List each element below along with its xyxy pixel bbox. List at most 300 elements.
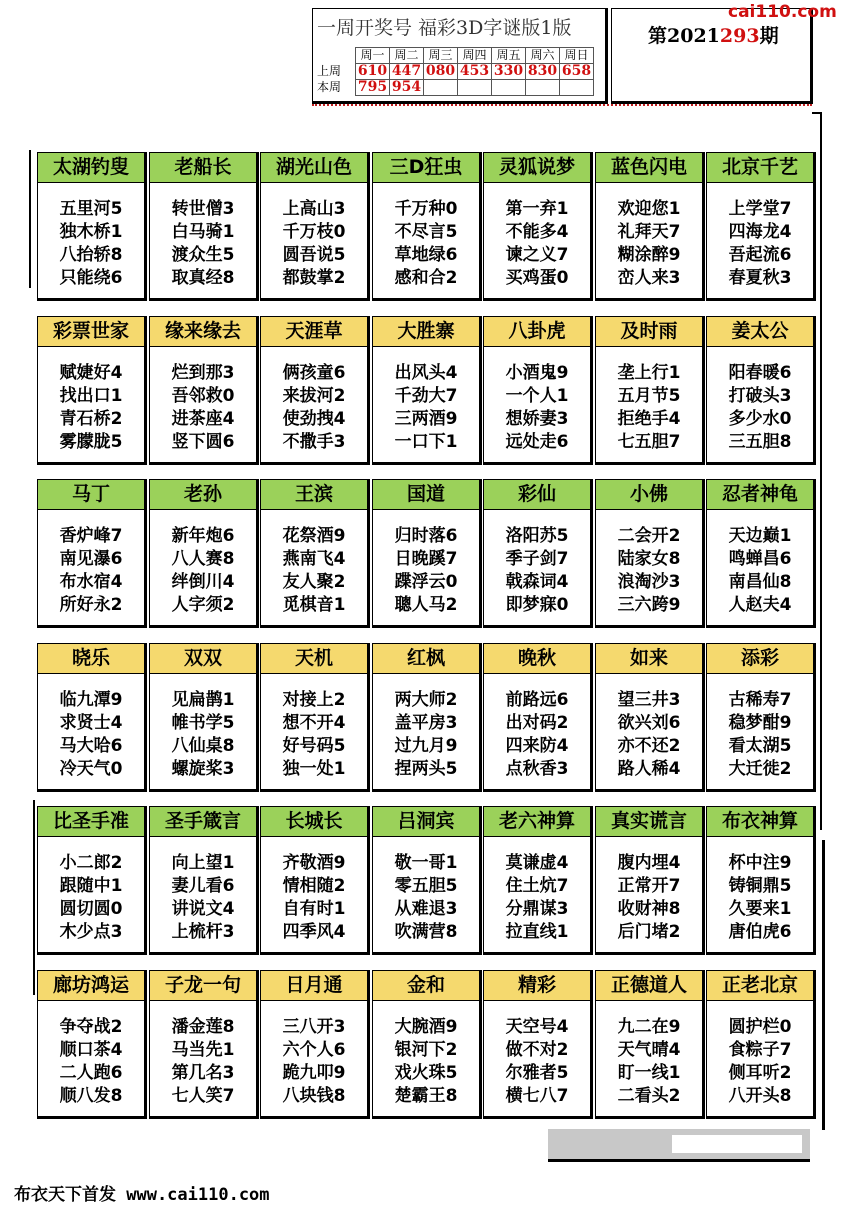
card-title: 北京千艺 (707, 153, 813, 183)
riddle-line: 季子剑7 (505, 549, 569, 569)
card-lines (38, 183, 144, 290)
riddle-line: 七人笑7 (171, 1086, 235, 1106)
riddle-line: 盯一线1 (617, 1063, 681, 1083)
card-lines (150, 183, 256, 290)
left-rule (33, 800, 35, 995)
riddle-line: 三五胆8 (728, 432, 792, 452)
riddle-line: 第几名3 (171, 1063, 235, 1083)
riddle-line: 不尽言5 (394, 222, 458, 242)
riddle-line: 垄上行1 (617, 363, 681, 383)
riddle-line: 日晚蹊7 (394, 549, 458, 569)
riddle-line: 好号码5 (282, 736, 346, 756)
riddle-line: 跪九叩9 (282, 1063, 346, 1083)
riddle-line: 俩孩童6 (282, 363, 346, 383)
riddle-line: 食粽子7 (728, 1040, 792, 1060)
riddle-line: 吾邻救0 (171, 386, 235, 406)
riddle-line: 想不开4 (282, 713, 346, 733)
riddle-line: 争夺战2 (59, 1017, 123, 1037)
puzzle-card (372, 479, 482, 628)
riddle-line: 蹀浮云0 (394, 572, 458, 592)
riddle-line: 归时落6 (394, 526, 458, 546)
riddle-line: 人赵夫4 (728, 595, 792, 615)
card-lines (261, 347, 367, 454)
footer-text[interactable]: 布衣天下首发 www.cai110.com (14, 1185, 270, 1205)
card-title: 晓乐 (38, 644, 144, 674)
riddle-line: 过九月9 (394, 736, 458, 756)
riddle-line: 三六跨9 (617, 595, 681, 615)
puzzle-card (595, 316, 705, 465)
day-fri: 周五 (492, 48, 526, 64)
card-lines (596, 674, 702, 781)
card-title: 王滨 (261, 480, 367, 510)
riddle-line: 转世僧3 (171, 199, 235, 219)
riddle-line: 楚霸王8 (394, 1086, 458, 1106)
riddle-line: 想娇妻3 (505, 409, 569, 429)
card-title: 湖光山色 (261, 153, 367, 183)
riddle-line: 七五胆7 (617, 432, 681, 452)
riddle-line: 欢迎您1 (617, 199, 681, 219)
riddle-line: 古稀寿7 (728, 690, 792, 710)
riddle-line: 取真经8 (171, 268, 235, 288)
card-title: 蓝色闪电 (596, 153, 702, 183)
riddle-line: 大腕酒9 (394, 1017, 458, 1037)
puzzle-card (149, 316, 259, 465)
riddle-line: 三两酒9 (394, 409, 458, 429)
card-lines (707, 1001, 813, 1108)
riddle-line: 八仙桌8 (171, 736, 235, 756)
riddle-line: 求贤士4 (59, 713, 123, 733)
card-lines (261, 183, 367, 290)
card-lines (38, 837, 144, 944)
card-lines (150, 1001, 256, 1108)
card-title: 子龙一句 (150, 971, 256, 1001)
riddle-line: 春夏秋3 (728, 268, 792, 288)
card-lines (261, 1001, 367, 1108)
last-week-result: 830 (526, 64, 560, 80)
this-week-result (492, 80, 526, 96)
riddle-line: 后门堵2 (617, 922, 681, 942)
this-week-result (560, 80, 594, 96)
riddle-line: 一个人1 (505, 386, 569, 406)
riddle-line: 情相随2 (282, 876, 346, 896)
riddle-line: 青石桥2 (59, 409, 123, 429)
riddle-line: 赋婕好4 (59, 363, 123, 383)
riddle-line: 稳梦酣9 (728, 713, 792, 733)
riddle-line: 尔雅者5 (505, 1063, 569, 1083)
riddle-line: 四来防4 (505, 736, 569, 756)
riddle-line: 点秋香3 (505, 759, 569, 779)
last-week-result: 080 (424, 64, 458, 80)
riddle-line: 竖下圆6 (171, 432, 235, 452)
riddle-line: 千万种0 (394, 199, 458, 219)
day-wed: 周三 (424, 48, 458, 64)
riddle-line: 亦不还2 (617, 736, 681, 756)
riddle-line: 使劲拽4 (282, 409, 346, 429)
riddle-line: 燕南飞4 (282, 549, 346, 569)
riddle-line: 阳春暖6 (728, 363, 792, 383)
card-title: 太湖钓叟 (38, 153, 144, 183)
riddle-line: 南见瀑6 (59, 549, 123, 569)
riddle-line: 戟森词4 (505, 572, 569, 592)
riddle-line: 鸣蝉昌6 (728, 549, 792, 569)
card-lines (373, 510, 479, 617)
puzzle-card (372, 316, 482, 465)
card-lines (707, 510, 813, 617)
last-week-result: 330 (492, 64, 526, 80)
card-title: 布衣神算 (707, 807, 813, 837)
riddle-line: 铸铜鼎5 (728, 876, 792, 896)
card-title: 姜太公 (707, 317, 813, 347)
riddle-line: 四季风4 (282, 922, 346, 942)
riddle-line: 出风头4 (394, 363, 458, 383)
riddle-line: 所好永2 (59, 595, 123, 615)
riddle-line: 草地绿6 (394, 245, 458, 265)
riddle-line: 螺旋桨3 (171, 759, 235, 779)
riddle-line: 做不对2 (505, 1040, 569, 1060)
card-title: 马丁 (38, 480, 144, 510)
last-week-result: 658 (560, 64, 594, 80)
card-lines (484, 837, 590, 944)
puzzle-card (37, 806, 147, 955)
puzzle-card (37, 479, 147, 628)
puzzle-card (260, 316, 370, 465)
day-sat: 周六 (526, 48, 560, 64)
riddle-line: 盖平房3 (394, 713, 458, 733)
card-lines (150, 837, 256, 944)
card-lines (707, 183, 813, 290)
riddle-line: 浪淘沙3 (617, 572, 681, 592)
puzzle-card (483, 316, 593, 465)
puzzle-card (595, 643, 705, 792)
riddle-line: 吹满营8 (394, 922, 458, 942)
card-lines (707, 674, 813, 781)
card-lines (150, 347, 256, 454)
card-lines (261, 674, 367, 781)
card-lines (484, 1001, 590, 1108)
card-lines (373, 347, 479, 454)
puzzle-card (706, 970, 816, 1119)
riddle-line: 八抬轿8 (59, 245, 123, 265)
riddle-line: 顺口茶4 (59, 1040, 123, 1060)
card-lines (596, 510, 702, 617)
riddle-line: 天空号4 (505, 1017, 569, 1037)
riddle-line: 谏之义7 (505, 245, 569, 265)
card-title: 国道 (373, 480, 479, 510)
card-title: 吕洞宾 (373, 807, 479, 837)
card-lines (596, 183, 702, 290)
puzzle-card (706, 643, 816, 792)
riddle-line: 潘金莲8 (171, 1017, 235, 1037)
puzzle-card (260, 479, 370, 628)
riddle-line: 多少水0 (728, 409, 792, 429)
riddle-line: 唐伯虎6 (728, 922, 792, 942)
puzzle-card (706, 806, 816, 955)
riddle-line: 独一处1 (282, 759, 346, 779)
riddle-line: 友人聚2 (282, 572, 346, 592)
riddle-line: 冷天气0 (59, 759, 123, 779)
card-title: 老孙 (150, 480, 256, 510)
riddle-line: 只能绕6 (59, 268, 123, 288)
card-lines (38, 347, 144, 454)
card-title: 长城长 (261, 807, 367, 837)
riddle-line: 两大师2 (394, 690, 458, 710)
puzzle-card (149, 970, 259, 1119)
this-week-result (458, 80, 492, 96)
riddle-line: 香炉峰7 (59, 526, 123, 546)
riddle-line: 齐敬酒9 (282, 853, 346, 873)
riddle-line: 自有时1 (282, 899, 346, 919)
riddle-line: 戏火珠5 (394, 1063, 458, 1083)
card-title: 日月通 (261, 971, 367, 1001)
puzzle-card (483, 479, 593, 628)
this-week-result: 954 (390, 80, 424, 96)
riddle-line: 打破头3 (728, 386, 792, 406)
issue-number: 第2021293期 (648, 25, 779, 47)
card-title: 圣手箴言 (150, 807, 256, 837)
puzzle-card (372, 152, 482, 301)
riddle-line: 雾朦胧5 (59, 432, 123, 452)
card-title: 老六神算 (484, 807, 590, 837)
puzzle-card (37, 970, 147, 1119)
riddle-line: 帷书学5 (171, 713, 235, 733)
riddle-line: 小酒鬼9 (505, 363, 569, 383)
card-title: 及时雨 (596, 317, 702, 347)
riddle-line: 天气晴4 (617, 1040, 681, 1060)
riddle-line: 渡众生5 (171, 245, 235, 265)
right-rule (822, 840, 825, 1130)
card-lines (707, 837, 813, 944)
card-title: 比圣手准 (38, 807, 144, 837)
puzzle-card (260, 643, 370, 792)
day-thu: 周四 (458, 48, 492, 64)
card-title: 老船长 (150, 153, 256, 183)
footer-banner (548, 1129, 810, 1162)
card-lines (373, 183, 479, 290)
riddle-line: 峦人来3 (617, 268, 681, 288)
riddle-line: 九二在9 (617, 1017, 681, 1037)
riddle-line: 人字须2 (171, 595, 235, 615)
riddle-line: 上高山3 (282, 199, 346, 219)
left-rule (29, 150, 31, 288)
riddle-line: 圆切圆0 (59, 899, 123, 919)
card-lines (38, 674, 144, 781)
card-title: 金和 (373, 971, 479, 1001)
card-title: 灵狐说梦 (484, 153, 590, 183)
riddle-line: 大迁徙2 (728, 759, 792, 779)
riddle-line: 礼拜天7 (617, 222, 681, 242)
riddle-line: 久要来1 (728, 899, 792, 919)
puzzle-card (483, 970, 593, 1119)
riddle-line: 糊涂醉9 (617, 245, 681, 265)
puzzle-card (149, 643, 259, 792)
riddle-line: 感和合2 (394, 268, 458, 288)
riddle-line: 来拔河2 (282, 386, 346, 406)
card-lines (261, 510, 367, 617)
card-title: 大胜寨 (373, 317, 479, 347)
riddle-line: 二会开2 (617, 526, 681, 546)
riddle-line: 不能多4 (505, 222, 569, 242)
header-divider (312, 104, 812, 114)
card-title: 忍者神龟 (707, 480, 813, 510)
puzzle-card (149, 479, 259, 628)
puzzle-card (483, 152, 593, 301)
riddle-line: 觅棋音1 (282, 595, 346, 615)
riddle-line: 向上望1 (171, 853, 235, 873)
riddle-line: 拒绝手4 (617, 409, 681, 429)
riddle-line: 正常开7 (617, 876, 681, 896)
riddle-line: 临九潭9 (59, 690, 123, 710)
riddle-line: 八开头8 (728, 1086, 792, 1106)
day-sun: 周日 (560, 48, 594, 64)
header-title: 一周开奖号 福彩3D字谜版1版 (317, 17, 572, 39)
riddle-line: 讲说文4 (171, 899, 235, 919)
card-lines (38, 510, 144, 617)
this-week-row (315, 80, 594, 96)
riddle-line: 上梳杆3 (171, 922, 235, 942)
day-tue: 周二 (390, 48, 424, 64)
card-title: 晚秋 (484, 644, 590, 674)
right-rule (820, 130, 822, 830)
riddle-line: 进茶座4 (171, 409, 235, 429)
riddle-line: 聰人马2 (394, 595, 458, 615)
footer-banner-inner (672, 1135, 802, 1153)
riddle-line: 二人跑6 (59, 1063, 123, 1083)
riddle-line: 妻儿看6 (171, 876, 235, 896)
riddle-line: 买鸡蛋0 (505, 268, 569, 288)
puzzle-card (260, 970, 370, 1119)
puzzle-card (706, 316, 816, 465)
card-title: 彩仙 (484, 480, 590, 510)
riddle-line: 圆护栏0 (728, 1017, 792, 1037)
riddle-line: 望三井3 (617, 690, 681, 710)
riddle-line: 五里河5 (59, 199, 123, 219)
puzzle-card (149, 152, 259, 301)
riddle-line: 不撒手3 (282, 432, 346, 452)
card-title: 精彩 (484, 971, 590, 1001)
riddle-line: 花祭酒9 (282, 526, 346, 546)
card-lines (38, 1001, 144, 1108)
site-logo[interactable]: cai110.com (728, 2, 837, 22)
days-row (315, 48, 594, 64)
card-title: 双双 (150, 644, 256, 674)
puzzle-card (483, 806, 593, 955)
riddle-line: 杯中注9 (728, 853, 792, 873)
this-week-result: 795 (356, 80, 390, 96)
riddle-line: 马大哈6 (59, 736, 123, 756)
riddle-line: 路人稀4 (617, 759, 681, 779)
card-lines (484, 510, 590, 617)
puzzle-card (37, 316, 147, 465)
card-lines (596, 1001, 702, 1108)
riddle-line: 白马骑1 (171, 222, 235, 242)
last-week-label: 上周 (315, 64, 356, 80)
weekly-results-panel (312, 8, 608, 104)
card-title: 缘来缘去 (150, 317, 256, 347)
riddle-line: 都鼓掌2 (282, 268, 346, 288)
riddle-line: 陆家女8 (617, 549, 681, 569)
card-title: 真实谎言 (596, 807, 702, 837)
riddle-line: 六个人6 (282, 1040, 346, 1060)
riddle-line: 八人赛8 (171, 549, 235, 569)
riddle-line: 欲兴刘6 (617, 713, 681, 733)
riddle-line: 敬一哥1 (394, 853, 458, 873)
riddle-line: 吾起流6 (728, 245, 792, 265)
riddle-line: 看太湖5 (728, 736, 792, 756)
riddle-line: 五月节5 (617, 386, 681, 406)
puzzle-card (595, 970, 705, 1119)
card-lines (261, 837, 367, 944)
riddle-line: 远处走6 (505, 432, 569, 452)
riddle-line: 八块钱8 (282, 1086, 346, 1106)
riddle-line: 住土炕7 (505, 876, 569, 896)
puzzle-card (149, 806, 259, 955)
riddle-line: 第一弃1 (505, 199, 569, 219)
riddle-line: 从难退3 (394, 899, 458, 919)
riddle-line: 三八开3 (282, 1017, 346, 1037)
last-week-result: 610 (356, 64, 390, 80)
puzzle-card (372, 643, 482, 792)
riddle-line: 独木桥1 (59, 222, 123, 242)
card-lines (484, 183, 590, 290)
card-title: 三D狂虫 (373, 153, 479, 183)
riddle-line: 天边巅1 (728, 526, 792, 546)
puzzle-card (37, 643, 147, 792)
riddle-line: 布水宿4 (59, 572, 123, 592)
riddle-line: 南昌仙8 (728, 572, 792, 592)
riddle-line: 一口下1 (394, 432, 458, 452)
puzzle-card (706, 152, 816, 301)
day-mon: 周一 (356, 48, 390, 64)
this-week-result (424, 80, 458, 96)
card-title: 正老北京 (707, 971, 813, 1001)
card-lines (150, 674, 256, 781)
riddle-line: 分鼎谋3 (505, 899, 569, 919)
card-title: 如来 (596, 644, 702, 674)
riddle-line: 千万枝0 (282, 222, 346, 242)
riddle-line: 上学堂7 (728, 199, 792, 219)
riddle-line: 对接上2 (282, 690, 346, 710)
riddle-line: 木少点3 (59, 922, 123, 942)
card-title: 小佛 (596, 480, 702, 510)
card-lines (373, 674, 479, 781)
riddle-line: 莫谦虚4 (505, 853, 569, 873)
puzzle-card (37, 152, 147, 301)
card-lines (484, 347, 590, 454)
riddle-line: 银河下2 (394, 1040, 458, 1060)
this-week-result (526, 80, 560, 96)
puzzle-card (595, 479, 705, 628)
riddle-line: 四海龙4 (728, 222, 792, 242)
weekly-results-table (315, 47, 594, 96)
card-lines (373, 837, 479, 944)
puzzle-card (595, 806, 705, 955)
last-week-result: 453 (458, 64, 492, 80)
riddle-line: 跟随中1 (59, 876, 123, 896)
puzzle-card (372, 806, 482, 955)
card-lines (596, 837, 702, 944)
riddle-line: 找出口1 (59, 386, 123, 406)
card-title: 彩票世家 (38, 317, 144, 347)
riddle-line: 千劲大7 (394, 386, 458, 406)
last-week-result: 447 (390, 64, 424, 80)
riddle-line: 拉直线1 (505, 922, 569, 942)
riddle-line: 洛阳苏5 (505, 526, 569, 546)
card-title: 八卦虎 (484, 317, 590, 347)
riddle-line: 小二郎2 (59, 853, 123, 873)
riddle-line: 马当先1 (171, 1040, 235, 1060)
riddle-line: 横七八7 (505, 1086, 569, 1106)
card-title: 天涯草 (261, 317, 367, 347)
